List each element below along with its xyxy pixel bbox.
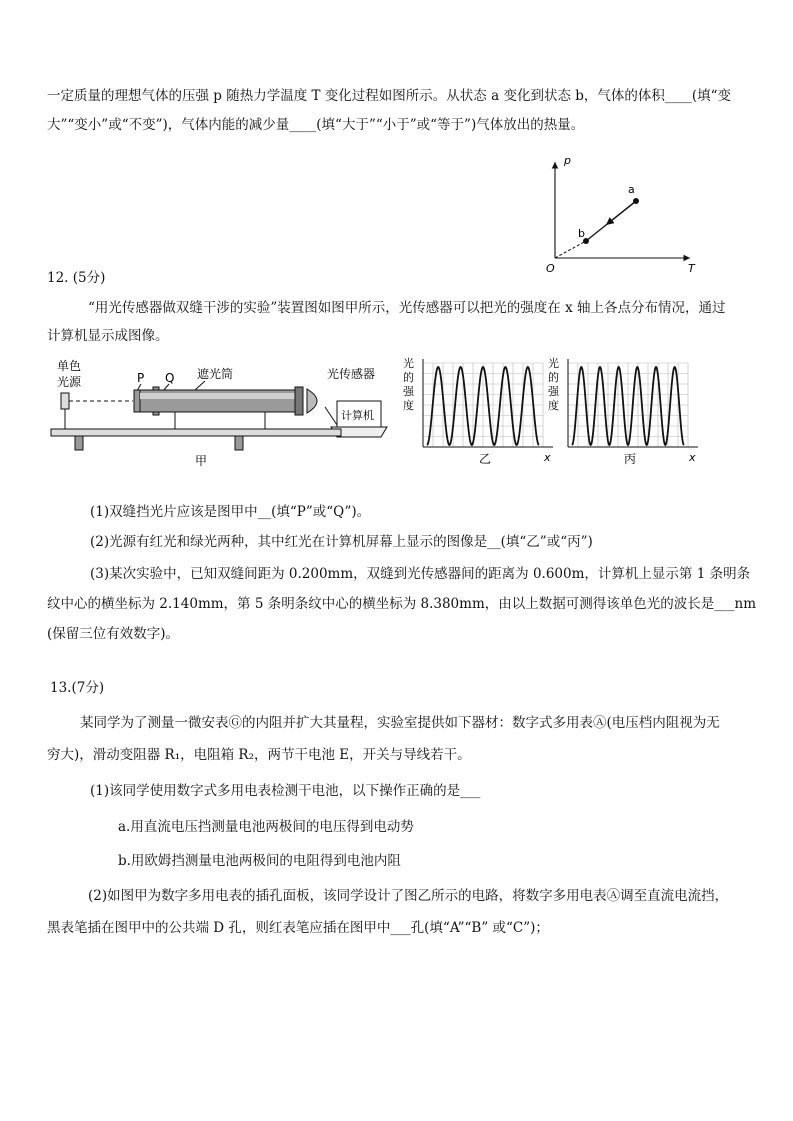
q12-p1: (1)双缝挡光片应该是图甲中__(填“P”或“Q”)。 bbox=[90, 504, 371, 520]
q12-intro2: 计算机显示成图像。 bbox=[47, 328, 169, 344]
source-label-1: 单色 bbox=[57, 359, 82, 373]
lamp bbox=[61, 393, 69, 409]
bing-ylabel-0: 光 bbox=[548, 357, 559, 370]
label-p: P bbox=[137, 371, 145, 385]
q13-p1: (1)该同学使用数字式多用电表检测干电池，以下操作正确的是___ bbox=[90, 783, 481, 799]
q13-opt-b: b.用欧姆挡测量电池两极间的电阻得到电池内阻 bbox=[118, 853, 401, 869]
process-arrow bbox=[606, 201, 636, 225]
optical-rail bbox=[51, 429, 341, 436]
apparatus-diagram bbox=[45, 357, 395, 469]
origin-label: O bbox=[546, 262, 555, 275]
q12-p2: (2)光源有红光和绿光两种，其中红光在计算机屏幕上显示的图像是__(填“乙”或“丙”) bbox=[90, 534, 593, 550]
yi-xlabel: x bbox=[544, 451, 551, 464]
bing-ylabel-3: 度 bbox=[548, 399, 559, 412]
graph-yi bbox=[401, 355, 561, 467]
bing-ylabel-2: 强 bbox=[548, 385, 559, 398]
p-label: p bbox=[564, 154, 571, 167]
a-label: a bbox=[628, 183, 635, 196]
q13-header: 13.(7分) bbox=[50, 680, 105, 696]
q13-intro2: 穷大)，滑动变阻器 R₁，电阻箱 R₂，两节干电池 E，开关与导线若干。 bbox=[47, 747, 471, 763]
computer-label: 计算机 bbox=[341, 409, 374, 422]
pt-graph bbox=[540, 152, 710, 277]
yi-caption: 乙 bbox=[479, 452, 492, 466]
yi-ylabel-0: 光 bbox=[403, 357, 414, 370]
q12-intro1: “用光传感器做双缝干涉的实验”装置图如图甲所示，光传感器可以把光的强度在 x 轴上各点分布情况，通过 bbox=[88, 300, 726, 316]
q13-p2b: 黑表笔插在图甲中的公共端 D 孔，则红表笔应插在图甲中___孔(填“A”“B” 或“C”)； bbox=[47, 920, 549, 936]
point-a bbox=[633, 198, 639, 204]
q13-p2a: (2)如图甲为数字多用电表的插孔面板，该同学设计了图乙所示的电路，将数字多用电表Ⓐ调至直流电流挡， bbox=[88, 888, 729, 904]
q11-line1: 一定质量的理想气体的压强 p 随热力学温度 T 变化过程如图所示。从状态 a 变化到状态 b，气体的体积____(填“变 bbox=[47, 88, 732, 104]
yi-ylabel-1: 的 bbox=[403, 371, 414, 384]
yi-ylabel-2: 强 bbox=[403, 385, 414, 398]
q12-p3b: 纹中心的横坐标为 2.140mm，第 5 条明条纹中心的横坐标为 8.380mm，由以上数据可测得该单色光的波长是___nm bbox=[47, 596, 756, 612]
yi-ylabel-3: 度 bbox=[403, 399, 414, 412]
q13-intro1: 某同学为了测量一微安表Ⓖ的内阻并扩大其量程，实验室提供如下器材：数字式多用表Ⓐ(电压档内阻视为无 bbox=[80, 715, 720, 731]
caption-jia: 甲 bbox=[195, 454, 208, 468]
tube-label: 遮光筒 bbox=[197, 367, 234, 381]
sensor-label: 光传感器 bbox=[327, 367, 376, 381]
dashed-extension bbox=[555, 241, 586, 258]
source-label-2: 光源 bbox=[57, 375, 82, 389]
q12-p3c: (保留三位有效数字)。 bbox=[47, 626, 180, 642]
bing-ylabel-1: 的 bbox=[548, 371, 559, 384]
b-label: b bbox=[578, 227, 585, 240]
bing-caption: 丙 bbox=[624, 452, 637, 466]
q11-line2: 大”“变小”或“不变”)，气体内能的减少量____(填“大于”“小于”或“等于”)气体放出的热量。 bbox=[47, 117, 585, 133]
q13-opt-a: a.用直流电压挡测量电池两极间的电压得到电动势 bbox=[118, 819, 414, 835]
label-q: Q bbox=[165, 371, 175, 385]
t-label: T bbox=[688, 262, 695, 275]
light-sensor bbox=[307, 389, 317, 413]
q12-header: 12. (5分) bbox=[47, 270, 106, 286]
bing-xlabel: x bbox=[689, 451, 696, 464]
graph-bing bbox=[546, 355, 706, 467]
plate-p bbox=[134, 390, 140, 412]
q12-p3a: (3)某次实验中，已知双缝间距为 0.200mm，双缝到光传感器间的距离为 0.600m，计算机上显示第 1 条明条 bbox=[90, 566, 751, 582]
